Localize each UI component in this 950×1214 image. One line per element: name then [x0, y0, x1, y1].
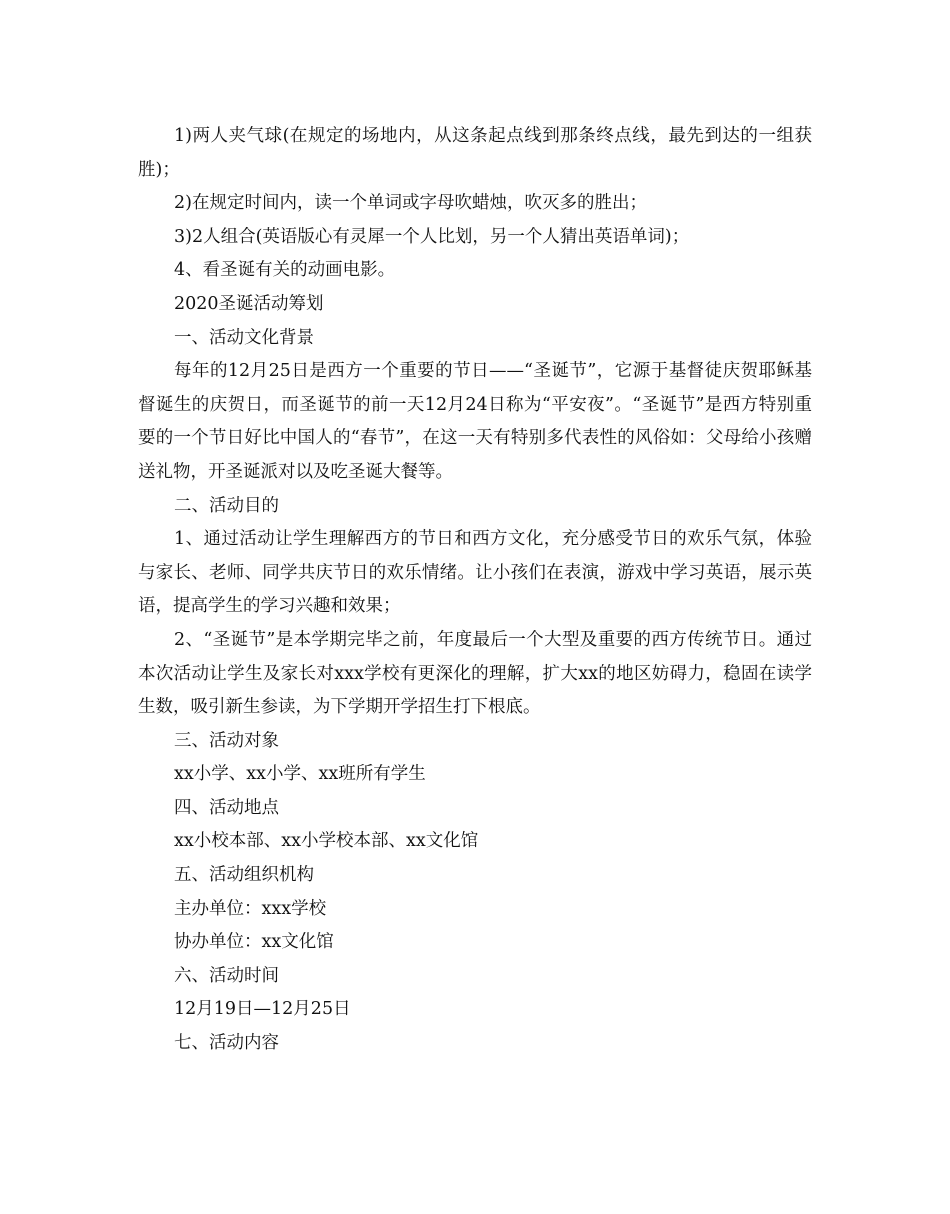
paragraph-host: 主办单位：xxx学校	[174, 898, 327, 919]
heading-location: 四、活动地点	[174, 797, 279, 818]
paragraph-background: 每年的12月25日是西方一个重要的节日——“圣诞节”，它源于基督徒庆贺耶稣基督诞生的庆贺日，而圣诞节的前一天12月24日称为“平安夜”。“圣诞节”是西方特别重要的一个节日好比中国人的“春节”，在这一天有特别多代表性的风俗如：父母给小孩赠送礼物，开圣诞派对以及吃圣诞大餐等。	[138, 361, 812, 482]
heading-audience: 三、活动对象	[174, 730, 279, 751]
heading-time: 六、活动时间	[174, 965, 279, 986]
paragraph-co-host: 协办单位：xx文化馆	[174, 932, 334, 953]
list-item-candle-game: 2)在规定时间内，读一个单词或字母吹蜡烛，吹灭多的胜出；	[174, 193, 647, 214]
paragraph-location: xx小校本部、xx小学校本部、xx文化馆	[174, 831, 479, 852]
list-item-movie: 4、看圣诞有关的动画电影。	[174, 260, 396, 281]
heading-purpose: 二、活动目的	[174, 495, 279, 516]
heading-background: 一、活动文化背景	[174, 327, 314, 348]
document-page	[138, 120, 812, 1061]
heading-content: 七、活动内容	[174, 1033, 279, 1054]
list-item-balloon-game: 1)两人夹气球(在规定的场地内，从这条起点线到那条终点线，最先到达的一组获胜)；	[138, 126, 812, 180]
paragraph-purpose-1: 1、通过活动让学生理解西方的节日和西方文化，充分感受节日的欢乐气氛，体验与家长、老师、同学共庆节日的欢乐情绪。让小孩们在表演，游戏中学习英语，展示英语，提高学生的学习兴趣和效果；	[138, 529, 812, 617]
list-item-pair-game: 3)2人组合(英语版心有灵犀一个人比划，另一个人猜出英语单词)；	[174, 226, 690, 247]
paragraph-purpose-2: 2、“圣诞节”是本学期完毕之前，年度最后一个大型及重要的西方传统节日。通过本次活动让学生及家长对xxx学校有更深化的理解，扩大xx的地区妨碍力，稳固在读学生数，吸引新生参读，为下学期开学招生打下根底。	[138, 629, 812, 718]
heading-organization: 五、活动组织机构	[174, 865, 314, 886]
paragraph-time: 12月19日—12月25日	[174, 999, 351, 1020]
section-title: 2020圣诞活动筹划	[174, 293, 324, 314]
paragraph-audience: xx小学、xx小学、xx班所有学生	[174, 764, 426, 785]
